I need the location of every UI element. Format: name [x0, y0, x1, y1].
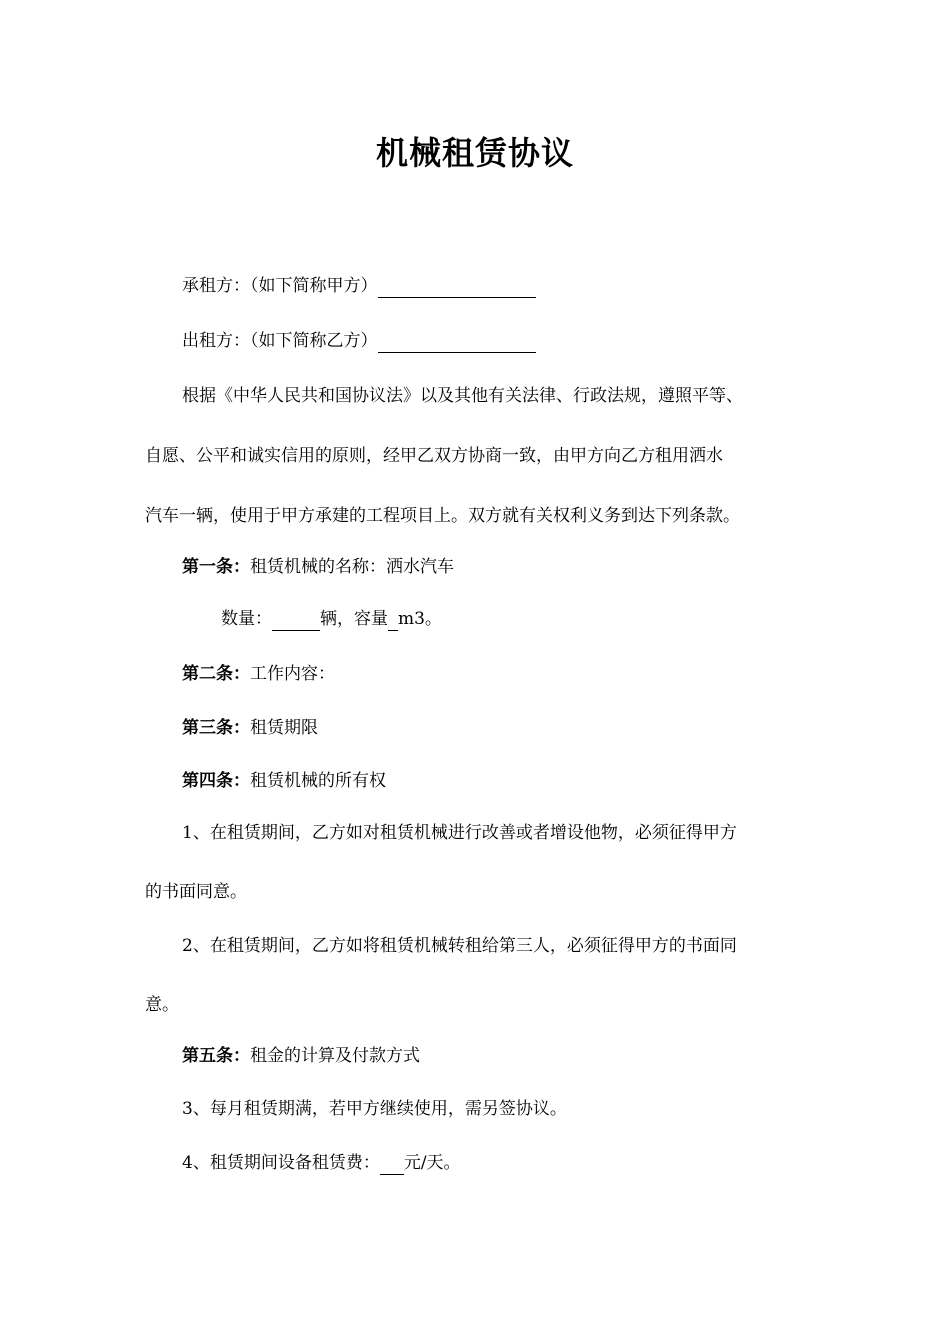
article-2-text: 工作内容：	[250, 664, 335, 684]
lessee-blank	[378, 279, 536, 298]
article-2-heading: 第二条：	[182, 664, 250, 684]
rent-fee-blank	[380, 1156, 404, 1175]
article-4-item-1-line-2: 的书面同意。	[145, 882, 247, 902]
article-1-text: 租赁机械的名称：洒水汽车	[250, 557, 454, 577]
article-4	[182, 769, 386, 793]
preamble-line-3: 汽车一辆，使用于甲方承建的工程项目上。双方就有关权利义务到达下列条款。	[145, 506, 740, 526]
article-5-heading: 第五条：	[182, 1046, 250, 1066]
capacity-blank	[388, 612, 398, 631]
article-5-item-3: 3、每月租赁期满，若甲方继续使用，需另签协议。	[182, 1099, 567, 1119]
article-4-text: 租赁机械的所有权	[250, 771, 386, 791]
article-2	[182, 662, 335, 686]
quantity-blank	[272, 612, 320, 631]
article-4-item-1-line-1: 1、在租赁期间，乙方如对租赁机械进行改善或者增设他物，必须征得甲方	[182, 823, 737, 843]
article-3-text: 租赁期限	[250, 718, 318, 738]
article-3	[182, 716, 318, 740]
article-3-heading: 第三条：	[182, 718, 250, 738]
article-1-quantity	[221, 607, 442, 631]
document-title: 机械租赁协议	[375, 134, 574, 172]
lessor-label: 出租方：（如下简称乙方）	[182, 331, 378, 351]
article-1-heading: 第一条：	[182, 557, 250, 577]
article-5-item-4	[182, 1151, 461, 1175]
article-4-item-2-line-1: 2、在租赁期间，乙方如将租赁机械转租给第三人，必须征得甲方的书面同	[182, 936, 737, 956]
lessor-line	[182, 329, 536, 353]
article-5-text: 租金的计算及付款方式	[250, 1046, 420, 1066]
quantity-prefix: 数量：	[221, 609, 272, 629]
quantity-mid: 辆，容量	[320, 609, 388, 629]
article-5	[182, 1044, 420, 1068]
lessee-label: 承租方：（如下简称甲方）	[182, 276, 378, 296]
rent-fee-prefix: 4、租赁期间设备租赁费：	[182, 1153, 380, 1173]
lessor-blank	[378, 334, 536, 353]
preamble-line-1: 根据《中华人民共和国协议法》以及其他有关法律、行政法规，遵照平等、	[182, 386, 743, 406]
article-4-item-2-line-2: 意。	[145, 995, 179, 1015]
preamble-line-2: 自愿、公平和诚实信用的原则，经甲乙双方协商一致，由甲方向乙方租用洒水	[145, 446, 723, 466]
article-4-heading: 第四条：	[182, 771, 250, 791]
quantity-suffix: m3。	[398, 609, 442, 629]
lessee-line	[182, 274, 536, 298]
article-1	[182, 555, 454, 579]
rent-fee-suffix: 元/天。	[403, 1153, 461, 1173]
